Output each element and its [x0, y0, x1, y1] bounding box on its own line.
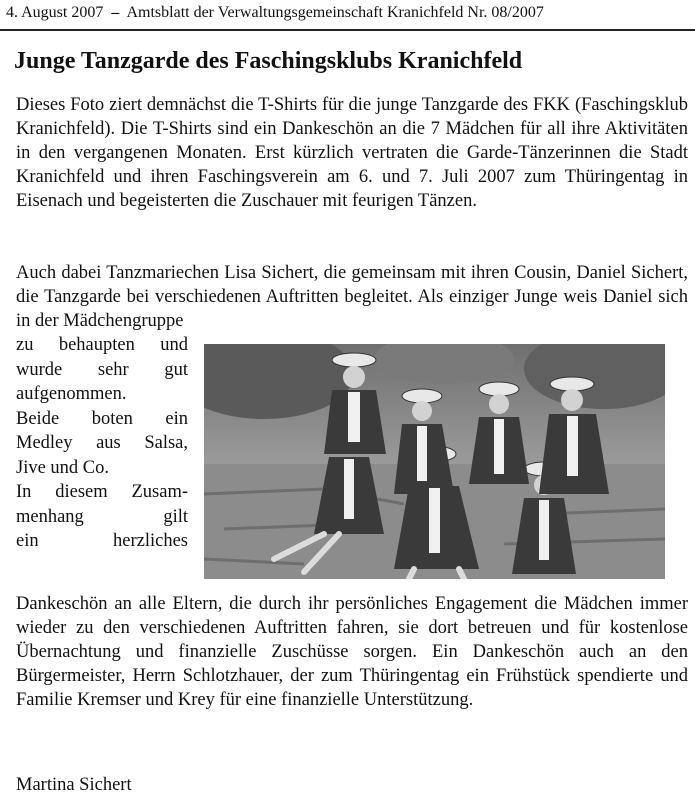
author-signature: Martina Sichert: [16, 775, 132, 795]
side-line: Medley aus Salsa,: [16, 433, 188, 453]
text-beside-photo: [16, 333, 188, 554]
header-rule: [0, 29, 695, 31]
side-line: Jive und Co.: [16, 457, 110, 478]
page-header: [6, 3, 689, 23]
side-line: wurde sehr gut: [16, 359, 188, 380]
article-title: Junge Tanzgarde des Faschingsklubs Kranichfeld: [14, 48, 523, 74]
side-line: zu behaupten und: [16, 335, 188, 355]
publication-name: Amtsblatt der Verwaltungsgemeinschaft Kranichfeld Nr. 08/2007: [126, 4, 544, 21]
side-line: menhang gilt: [16, 506, 188, 527]
header-separator: –: [111, 4, 120, 21]
side-line: aufgenommen.: [16, 384, 127, 404]
issue-date: 4. August 2007: [6, 4, 104, 21]
side-line: In diesem Zusam-: [16, 482, 188, 502]
article-paragraph-2: Auch dabei Tanzmariechen Lisa Sichert, die gemeinsam mit ihren Cousin, Daniel Sichert, die Tanzgarde bei verschiedenen Auftritten begleitet. Als einziger Junge weis Daniel sich in der Mädchengruppe: [16, 263, 688, 331]
side-line: ein herzliches: [16, 531, 188, 551]
group-photo: [204, 344, 665, 579]
side-line: Beide boten ein: [16, 408, 188, 429]
article-paragraph-1: Dieses Foto ziert demnächst die T-Shirts für die junge Tanzgarde des FKK (Faschingsklub Kranichfeld). Die T-Shirts sind ein Dankeschön an die 7 Mädchen für all ihre Aktivitäten in den vergangenen Monaten. Erst kürzlich vertraten die Garde-Tänzerinnen die Stadt Kranichfeld und ihren Faschingsverein am 6. und 7. Juli 2007 zum Thüringentag in Eisenach und begeisterten die Zuschauer mit feurigen Tänzen.: [16, 95, 688, 211]
article-paragraph-3: Dankeschön an alle Eltern, die durch ihr persönliches Engagement die Mädchen immer wieder zu den verschiedenen Auftritten fahren, sie dort betreuen und für kostenlose Übernachtung und finanzielle Zuschüsse sorgen. Ein Dankeschön auch an den Bürgermeister, Herrn Schlotzhauer, der zum Thüringentag ein Frühstück spendierte und Familie Kremser und Krey für eine finanzielle Unterstützung.: [16, 594, 688, 710]
group-photo-drawing: [204, 344, 665, 579]
